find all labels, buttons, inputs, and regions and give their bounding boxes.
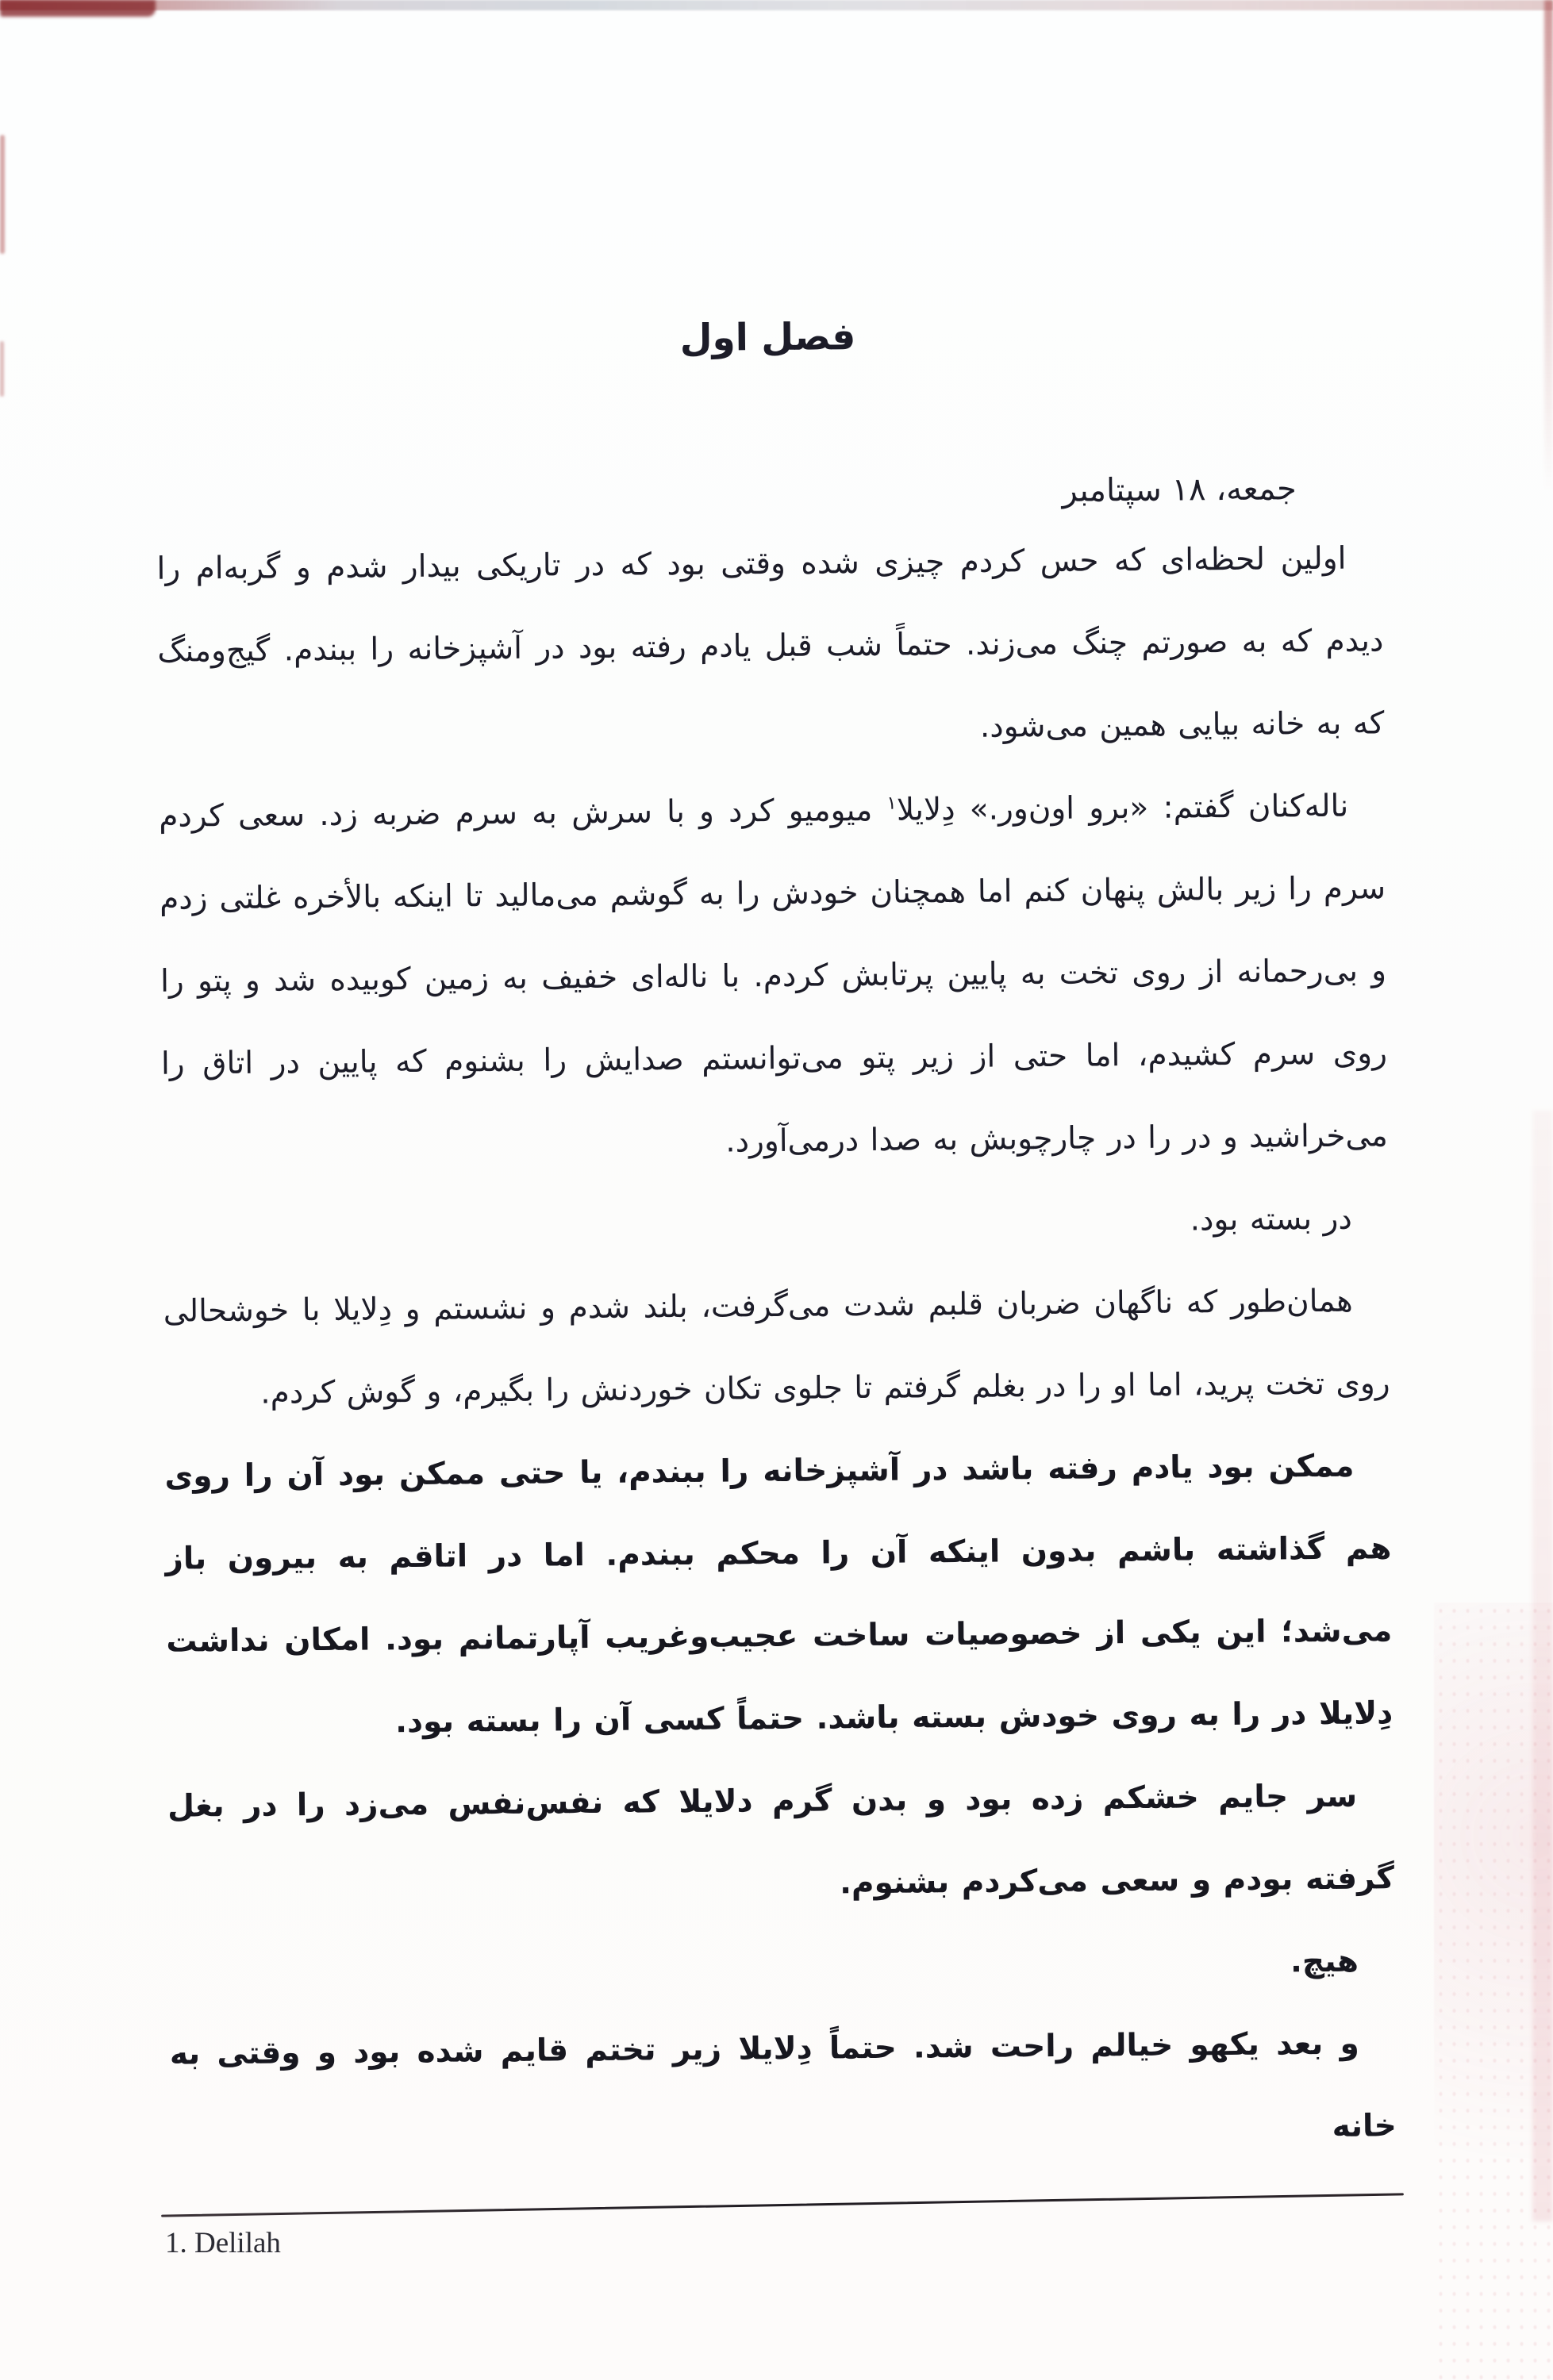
- scan-artifact-left-edge: [0, 135, 5, 254]
- scan-artifact-right-tint: [1532, 1111, 1553, 2221]
- paragraph: ممکن بود یادم رفته باشد در آشپزخانه را ببندم، یا حتی ممکن بود آن را روی هم گذاشته باشم بدون اینکه آن را محکم ببندم. اما در اتاقم به بیرون باز می‌شد؛ این یکی از خصوصیات ساخت عجیب‌وغریب آپارتمانم بود. امکان نداشت دِلایلا در را به روی خودش بسته باشد. حتماً کسی آن را بسته بود.: [164, 1448, 1393, 1741]
- scan-artifact-left-edge: [0, 341, 4, 397]
- paragraph: در بسته بود.: [1190, 1200, 1352, 1238]
- scan-artifact-top-left: [0, 0, 156, 17]
- paragraph: سر جایم خشکم زده بود و بدن گرم دلایلا که نفس‌نفس می‌زد را در بغل گرفته بودم و سعی می‌کردم بشنوم.: [167, 1778, 1395, 1902]
- page-content: [155, 310, 1397, 2178]
- paragraph-text: میومیو کرد و با سرش به سرم ضربه زد. سعی کردم سرم را زیر بالش پنهان کنم اما همچنان خودش را به گوشم می‌مالید تا اینکه بالأخره غلتی زدم و بی‌رحمانه از روی تخت به پایین پرتابش کردم. با ناله‌ای خفیف به زمین کوبیده شد و پتو را روی سرم کشیدم، اما حتی از زیر پتو می‌توانستم صدایش را بشنوم که پایین در اتاق را می‌خراشید و در را در چارچوبش به صدا درمی‌آورد.: [159, 792, 1389, 1160]
- paragraph: و بعد یکهو خیالم راحت شد. حتماً دِلایلا زیر تختم قایم شده بود و وقتی به خانه: [169, 2025, 1397, 2144]
- paragraph: اولین لحظه‌ای که حس کردم چیزی شده وقتی بود که در تاریکی بیدار شدم و گربه‌ام را دیدم که به صورتم چنگ می‌زند. حتماً شب قبل یادم رفته بود در آشپزخانه را ببندم. گیج‌ومنگ که به خانه بیایی همین می‌شود.: [156, 540, 1385, 745]
- chapter-title: فصل اول: [679, 315, 856, 361]
- footnote: 1. Delilah: [165, 2227, 281, 2259]
- paragraph: [159, 765, 1388, 1188]
- paragraph-text: ناله‌کنان گفتم: «برو اون‌ور.» دِلایلا: [896, 788, 1349, 828]
- paragraph: هیچ.: [1290, 1943, 1359, 1980]
- footnote-marker: ۱: [886, 793, 897, 814]
- scan-artifact-right-edge: [1544, 0, 1553, 492]
- footnote-separator: [161, 2193, 1404, 2217]
- paragraph: همان‌طور که ناگهان ضربان قلبم شدت می‌گرفت، بلند شدم و نشستم و دِلایلا با خوشحالی روی تخت پرید، اما او را در بغلم گرفتم تا جلوی تکان خوردنش را بگیرم، و گوش کردم.: [163, 1283, 1390, 1411]
- scan-artifact-bottom-right: [1434, 1603, 1553, 2380]
- scan-artifact-top-edge: [0, 0, 1553, 10]
- date-line: جمعه، ۱۸ سپتامبر: [1062, 470, 1297, 509]
